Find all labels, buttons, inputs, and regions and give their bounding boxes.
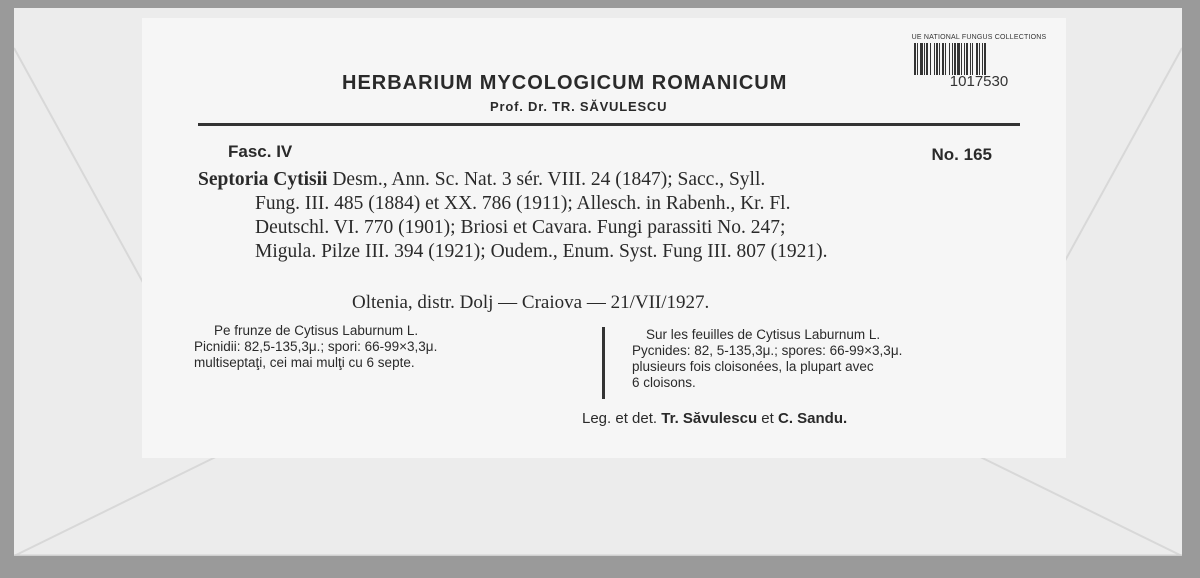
barcode-bar <box>920 43 923 75</box>
barcode-bar <box>961 43 962 75</box>
collection-locality: Oltenia, distr. Dolj — Craiova — 21/VII/1927. <box>352 292 710 313</box>
barcode-bar <box>949 43 950 75</box>
barcode-bar <box>914 43 916 75</box>
barcode-bar <box>942 43 944 75</box>
barcode-caption: UE NATIONAL FUNGUS COLLECTIONS <box>911 34 1047 41</box>
header-rule <box>198 123 1020 126</box>
barcode-bar <box>924 43 925 75</box>
citation-line-1: Desm., Ann. Sc. Nat. 3 sér. VIII. 24 (1847); Sacc., Syll. <box>327 169 766 190</box>
barcode-bar <box>934 43 935 75</box>
fascicle-label: Fasc. IV <box>228 142 293 161</box>
specimen-number: No. 165 <box>931 145 992 164</box>
barcode-number: 1017530 <box>949 73 1009 90</box>
barcode-bar <box>970 43 971 75</box>
collector-name-1: Tr. Săvulescu <box>661 410 758 427</box>
description-romanian <box>194 323 586 371</box>
barcode-bar <box>954 43 956 75</box>
barcode-bar <box>976 43 978 75</box>
species-citation <box>198 168 1020 264</box>
barcode-bar <box>972 43 973 75</box>
description-fr-line-1: Sur les feuilles de Cytisus Laburnum L. <box>646 327 881 342</box>
column-divider <box>602 327 605 399</box>
collector-prefix: Leg. et det. <box>582 410 658 427</box>
collector-name-2: C. Sandu. <box>777 410 848 427</box>
barcode-bar <box>982 43 983 75</box>
barcode-bar <box>936 43 938 75</box>
barcode-bar <box>979 43 980 75</box>
citation-line <box>198 168 1020 192</box>
barcode-bar <box>917 43 918 75</box>
barcode-bar <box>926 43 928 75</box>
barcode-bar <box>957 43 960 75</box>
specimen-label <box>142 18 1066 458</box>
description-fr-line-3: plusieurs fois cloisonées, la plupart avec <box>632 359 874 374</box>
barcode-image <box>912 43 1046 75</box>
barcode-bar <box>930 43 931 75</box>
description-ro-line-2: Picnidii: 82,5-135,3μ.; spori: 66-99×3,3μ. <box>194 339 438 354</box>
species-name: Septoria Cytisii <box>198 169 328 190</box>
citation-line-4: Migula. Pilze III. 394 (1921); Oudem., Enum. Syst. Fung III. 807 (1921). <box>255 241 828 262</box>
barcode-bar <box>945 43 946 75</box>
description-fr-line-4: 6 cloisons. <box>632 375 696 390</box>
barcode-bar <box>952 43 953 75</box>
description-fr-line-2: Pycnides: 82, 5-135,3μ.; spores: 66-99×3,3μ. <box>632 343 903 358</box>
collector-conjunction: et <box>761 410 774 427</box>
barcode-bar <box>939 43 940 75</box>
herbarium-title: HERBARIUM MYCOLOGICUM ROMANICUM <box>342 72 788 94</box>
description-ro-line-3: multiseptaţi, cei mai mulţi cu 6 septe. <box>194 355 415 370</box>
barcode-block <box>906 34 1052 90</box>
barcode-bar <box>984 43 986 75</box>
barcode-bar <box>966 43 968 75</box>
herbarium-envelope <box>14 8 1182 556</box>
barcode-bar <box>964 43 965 75</box>
citation-line-2: Fung. III. 485 (1884) et XX. 786 (1911); Allesch. in Rabenh., Kr. Fl. <box>255 193 791 214</box>
description-french <box>632 327 1032 391</box>
citation-line-3: Deutschl. VI. 770 (1901); Briosi et Cavara. Fungi parassiti No. 247; <box>255 217 786 238</box>
herbarium-subtitle: Prof. Dr. TR. SĂVULESCU <box>490 99 668 114</box>
collector-line <box>582 410 847 427</box>
description-ro-line-1: Pe frunze de Cytisus Laburnum L. <box>214 323 419 338</box>
